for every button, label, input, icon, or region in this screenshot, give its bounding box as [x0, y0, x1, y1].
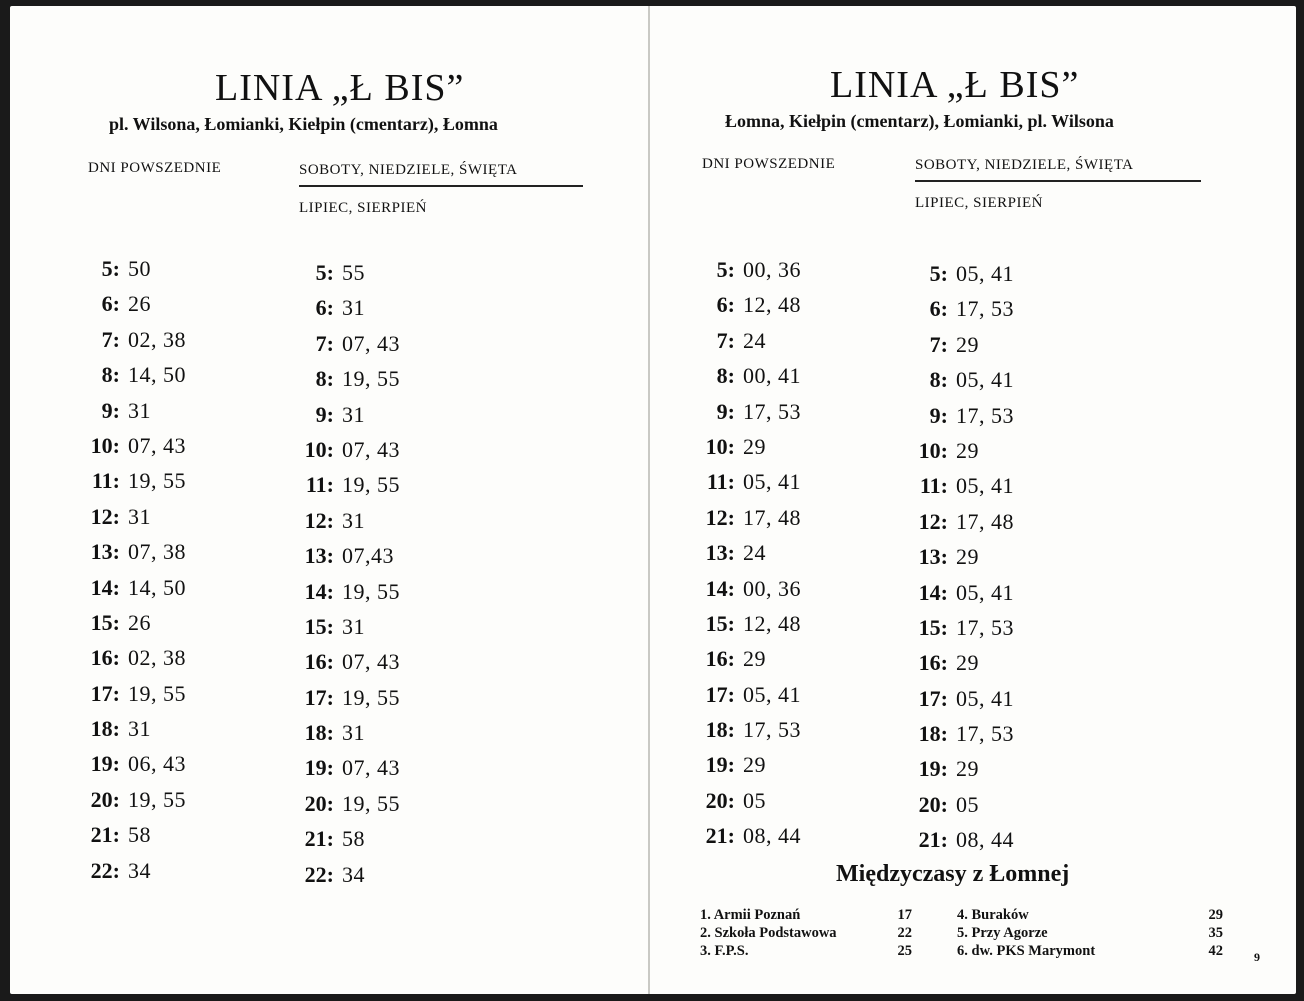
hour-label: 9: [101, 397, 120, 423]
interim-times-title: Międzyczasy z Łomnej [836, 861, 1070, 887]
time-row [908, 787, 1014, 822]
minutes-label: 07,43 [342, 543, 394, 569]
hour-label: 12: [90, 503, 120, 529]
route-description: pl. Wilsona, Łomianki, Kiełpin (cmentarz), Łomna [109, 114, 498, 134]
minutes-label: 14, 50 [128, 574, 186, 600]
stop-name: 4. Buraków [957, 907, 1029, 923]
interim-minutes: 29 [1208, 907, 1223, 923]
minutes-label: 17, 48 [743, 504, 801, 530]
hour-label: 5: [716, 257, 735, 282]
hour-label: 6: [101, 291, 120, 317]
hour-label: 21: [705, 823, 735, 849]
hour-label: 20: [918, 791, 948, 817]
minutes-label: 31 [342, 720, 365, 746]
interim-minutes: 35 [1208, 925, 1223, 941]
left-page [10, 6, 648, 994]
time-row [908, 256, 1014, 291]
minutes-label: 00, 36 [743, 575, 801, 601]
right-page [650, 6, 1296, 994]
minutes-label: 31 [342, 507, 365, 533]
minutes-label: 29 [743, 433, 766, 459]
minutes-label: 07, 43 [342, 755, 400, 781]
interim-times-right [957, 906, 1223, 960]
time-row [294, 644, 400, 679]
hour-label: 9: [929, 402, 948, 428]
time-row [908, 504, 1014, 539]
hour-label: 12: [304, 507, 334, 533]
hour-label: 17: [90, 680, 120, 706]
minutes-label: 26 [128, 291, 151, 317]
weekend-times [294, 255, 400, 892]
interim-row [700, 924, 912, 942]
time-row [294, 609, 400, 644]
hour-label: 11: [919, 473, 948, 499]
time-row [695, 323, 801, 358]
hour-label: 21: [90, 822, 120, 848]
minutes-label: 05, 41 [743, 681, 801, 707]
interim-minutes: 17 [897, 907, 912, 923]
hour-label: 14: [90, 574, 120, 600]
time-row [695, 394, 801, 429]
time-row [294, 786, 400, 821]
minutes-label: 19, 55 [128, 786, 186, 812]
minutes-label: 05, 41 [956, 473, 1014, 499]
hour-label: 16: [90, 645, 120, 671]
minutes-label: 07, 38 [128, 539, 186, 565]
stop-name: 1. Armii Poznań [700, 907, 801, 923]
time-row [80, 393, 186, 428]
interim-minutes: 25 [897, 943, 912, 959]
minutes-label: 08, 44 [956, 827, 1014, 853]
time-row [908, 433, 1014, 468]
time-row [695, 287, 801, 322]
weekend-subheader: LIPIEC, SIERPIEŃ [915, 195, 1043, 211]
time-row [294, 821, 400, 856]
hour-label: 16: [918, 650, 948, 676]
minutes-label: 19, 55 [342, 366, 400, 392]
time-row [908, 645, 1014, 680]
hour-label: 8: [315, 366, 334, 392]
time-row [80, 322, 186, 357]
hour-label: 7: [315, 330, 334, 356]
time-row [695, 747, 801, 782]
hour-label: 10: [705, 433, 735, 459]
hour-label: 15: [304, 613, 334, 639]
time-row [294, 680, 400, 715]
time-row [80, 782, 186, 817]
hour-label: 10: [304, 436, 334, 462]
weekend-header: SOBOTY, NIEDZIELE, ŚWIĘTA [299, 162, 583, 187]
time-row [294, 715, 400, 750]
minutes-label: 19, 55 [342, 684, 400, 710]
minutes-label: 12, 48 [743, 610, 801, 636]
time-row [80, 640, 186, 675]
stop-name: 3. F.P.S. [700, 943, 749, 959]
minutes-label: 50 [128, 256, 151, 281]
minutes-label: 12, 48 [743, 292, 801, 318]
hour-label: 13: [90, 539, 120, 565]
hour-label: 15: [90, 609, 120, 635]
minutes-label: 05 [743, 787, 766, 813]
minutes-label: 58 [128, 822, 151, 848]
time-row [695, 712, 801, 747]
stop-name: 5. Przy Agorze [957, 925, 1048, 941]
minutes-label: 17, 53 [743, 398, 801, 424]
time-row [80, 570, 186, 605]
time-row [80, 534, 186, 569]
hour-label: 18: [705, 717, 735, 743]
minutes-label: 29 [956, 331, 979, 357]
hour-label: 10: [90, 432, 120, 458]
minutes-label: 31 [128, 716, 151, 742]
time-row [908, 291, 1014, 326]
time-row [695, 358, 801, 393]
minutes-label: 08, 44 [743, 823, 801, 849]
minutes-label: 26 [128, 609, 151, 635]
time-row [294, 467, 400, 502]
time-row [294, 255, 400, 290]
hour-label: 12: [918, 508, 948, 534]
time-row [908, 610, 1014, 645]
hour-label: 7: [716, 327, 735, 353]
minutes-label: 31 [342, 295, 365, 321]
time-row [695, 641, 801, 676]
time-row [80, 463, 186, 498]
hour-label: 14: [705, 575, 735, 601]
hour-label: 6: [315, 295, 334, 321]
hour-label: 8: [101, 362, 120, 388]
minutes-label: 14, 50 [128, 362, 186, 388]
hour-label: 9: [716, 398, 735, 424]
time-row [80, 499, 186, 534]
hour-label: 13: [705, 540, 735, 566]
weekday-times [80, 251, 186, 888]
minutes-label: 00, 41 [743, 363, 801, 389]
hour-label: 21: [304, 826, 334, 852]
hour-label: 20: [90, 786, 120, 812]
hour-label: 5: [929, 261, 948, 286]
weekdays-header: DNI POWSZEDNIE [702, 156, 836, 172]
minutes-label: 34 [342, 861, 365, 887]
hour-label: 20: [304, 790, 334, 816]
hour-label: 18: [918, 721, 948, 747]
time-row [294, 326, 400, 361]
minutes-label: 19, 55 [128, 680, 186, 706]
time-row [695, 783, 801, 818]
interim-row [700, 942, 912, 960]
weekend-header: SOBOTY, NIEDZIELE, ŚWIĘTA [915, 157, 1201, 182]
time-row [294, 857, 400, 892]
weekday-times [695, 252, 801, 854]
page-title: LINIA „Ł BIS” [830, 64, 1080, 106]
time-row [80, 746, 186, 781]
time-row [695, 606, 801, 641]
minutes-label: 00, 36 [743, 257, 801, 282]
minutes-label: 07, 43 [342, 649, 400, 675]
minutes-label: 07, 43 [342, 330, 400, 356]
minutes-label: 17, 48 [956, 508, 1014, 534]
time-row [908, 716, 1014, 751]
time-row [294, 750, 400, 785]
minutes-label: 17, 53 [956, 614, 1014, 640]
minutes-label: 05 [956, 791, 979, 817]
hour-label: 11: [91, 468, 120, 494]
time-row [908, 539, 1014, 574]
time-row [695, 677, 801, 712]
time-row [80, 605, 186, 640]
weekend-times [908, 256, 1014, 858]
time-row [294, 503, 400, 538]
time-row [908, 468, 1014, 503]
hour-label: 14: [918, 579, 948, 605]
hour-label: 19: [90, 751, 120, 777]
minutes-label: 07, 43 [342, 436, 400, 462]
minutes-label: 31 [128, 397, 151, 423]
hour-label: 18: [90, 716, 120, 742]
minutes-label: 31 [342, 613, 365, 639]
interim-row [957, 924, 1223, 942]
hour-label: 7: [101, 326, 120, 352]
time-row [695, 429, 801, 464]
hour-label: 19: [304, 755, 334, 781]
minutes-label: 24 [743, 327, 766, 353]
hour-label: 15: [918, 614, 948, 640]
hour-label: 13: [918, 544, 948, 570]
hour-label: 13: [304, 543, 334, 569]
interim-minutes: 22 [897, 925, 912, 941]
minutes-label: 05, 41 [956, 579, 1014, 605]
minutes-label: 19, 55 [342, 578, 400, 604]
time-row [80, 251, 186, 286]
interim-row [957, 942, 1223, 960]
page-title: LINIA „Ł BIS” [215, 67, 465, 109]
time-row [695, 500, 801, 535]
hour-label: 11: [305, 472, 334, 498]
hour-label: 12: [705, 504, 735, 530]
minutes-label: 02, 38 [128, 326, 186, 352]
minutes-label: 06, 43 [128, 751, 186, 777]
minutes-label: 29 [956, 437, 979, 463]
hour-label: 6: [929, 296, 948, 322]
time-row [908, 362, 1014, 397]
minutes-label: 17, 53 [956, 402, 1014, 428]
minutes-label: 07, 43 [128, 432, 186, 458]
minutes-label: 29 [956, 756, 979, 782]
hour-label: 6: [716, 292, 735, 318]
minutes-label: 05, 41 [956, 261, 1014, 286]
hour-label: 19: [918, 756, 948, 782]
hour-label: 17: [705, 681, 735, 707]
time-row [695, 535, 801, 570]
time-row [908, 327, 1014, 362]
minutes-label: 17, 53 [743, 717, 801, 743]
time-row [908, 822, 1014, 857]
minutes-label: 29 [743, 646, 766, 672]
minutes-label: 29 [743, 752, 766, 778]
minutes-label: 55 [342, 260, 365, 285]
hour-label: 5: [101, 256, 120, 281]
time-row [80, 817, 186, 852]
hour-label: 17: [918, 685, 948, 711]
time-row [294, 538, 400, 573]
hour-label: 22: [304, 861, 334, 887]
hour-label: 16: [705, 646, 735, 672]
minutes-label: 02, 38 [128, 645, 186, 671]
minutes-label: 31 [342, 401, 365, 427]
time-row [80, 286, 186, 321]
hour-label: 21: [918, 827, 948, 853]
hour-label: 20: [705, 787, 735, 813]
minutes-label: 24 [743, 540, 766, 566]
stop-name: 6. dw. PKS Marymont [957, 943, 1096, 959]
hour-label: 22: [90, 857, 120, 883]
interim-times-left [700, 906, 912, 960]
hour-label: 10: [918, 437, 948, 463]
time-row [294, 361, 400, 396]
hour-label: 8: [716, 363, 735, 389]
minutes-label: 05, 41 [743, 469, 801, 495]
minutes-label: 17, 53 [956, 721, 1014, 747]
hour-label: 7: [929, 331, 948, 357]
minutes-label: 19, 55 [342, 472, 400, 498]
minutes-label: 34 [128, 857, 151, 883]
time-row [294, 290, 400, 325]
time-row [294, 432, 400, 467]
time-row [294, 397, 400, 432]
minutes-label: 17, 53 [956, 296, 1014, 322]
time-row [695, 571, 801, 606]
time-row [80, 711, 186, 746]
time-row [80, 357, 186, 392]
weekdays-header: DNI POWSZEDNIE [88, 160, 222, 176]
minutes-label: 19, 55 [128, 468, 186, 494]
hour-label: 15: [705, 610, 735, 636]
time-row [695, 464, 801, 499]
minutes-label: 29 [956, 650, 979, 676]
time-row [695, 818, 801, 853]
weekend-subheader: LIPIEC, SIERPIEŃ [299, 200, 427, 216]
interim-minutes: 42 [1208, 943, 1223, 959]
time-row [908, 751, 1014, 786]
minutes-label: 05, 41 [956, 685, 1014, 711]
hour-label: 14: [304, 578, 334, 604]
hour-label: 19: [705, 752, 735, 778]
hour-label: 17: [304, 684, 334, 710]
time-row [80, 853, 186, 888]
hour-label: 18: [304, 720, 334, 746]
hour-label: 11: [706, 469, 735, 495]
time-row [908, 575, 1014, 610]
stop-name: 2. Szkoła Podstawowa [700, 925, 837, 941]
interim-row [957, 906, 1223, 924]
minutes-label: 19, 55 [342, 790, 400, 816]
hour-label: 9: [315, 401, 334, 427]
hour-label: 16: [304, 649, 334, 675]
minutes-label: 31 [128, 503, 151, 529]
hour-label: 8: [929, 367, 948, 393]
time-row [80, 676, 186, 711]
hour-label: 5: [315, 260, 334, 285]
time-row [80, 428, 186, 463]
route-description: Łomna, Kiełpin (cmentarz), Łomianki, pl. Wilsona [725, 111, 1114, 131]
time-row [908, 398, 1014, 433]
minutes-label: 58 [342, 826, 365, 852]
time-row [294, 574, 400, 609]
minutes-label: 29 [956, 544, 979, 570]
time-row [695, 252, 801, 287]
time-row [908, 681, 1014, 716]
interim-row [700, 906, 912, 924]
minutes-label: 05, 41 [956, 367, 1014, 393]
page-number: 9 [1254, 950, 1260, 964]
